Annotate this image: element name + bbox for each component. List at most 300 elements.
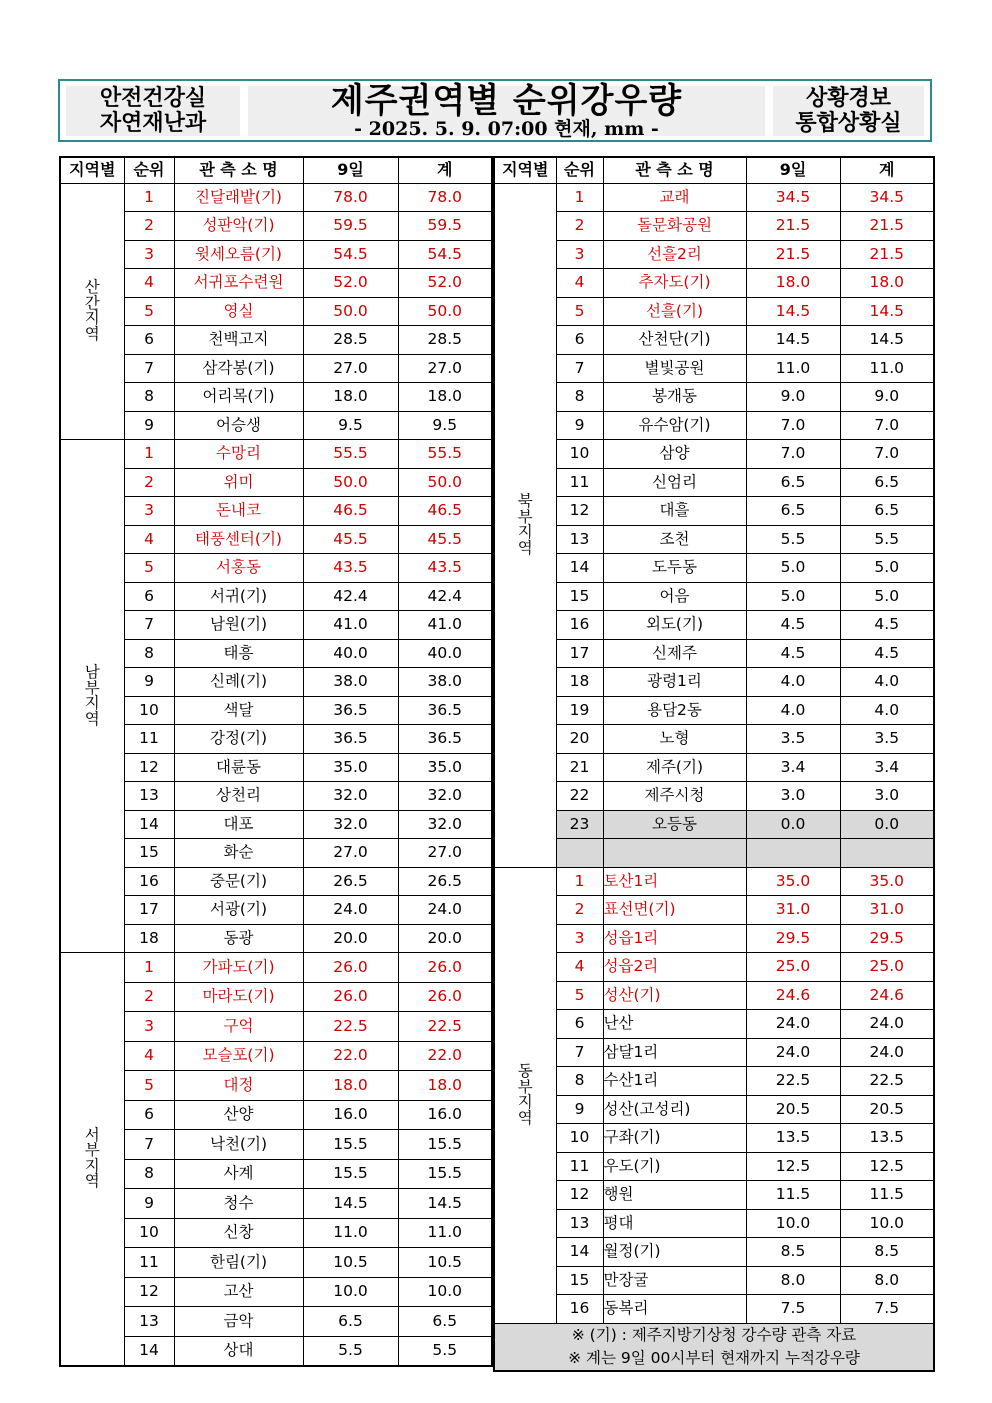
station-name-cell: 낙천(기) — [174, 1130, 303, 1160]
day-rainfall-cell: 55.5 — [303, 440, 398, 469]
total-rainfall-cell: 54.5 — [398, 240, 492, 269]
day-rainfall-cell: 6.5 — [746, 497, 840, 526]
station-name-cell: 대정 — [174, 1071, 303, 1101]
rank-cell: 3 — [556, 924, 603, 953]
station-name-cell: 한림(기) — [174, 1248, 303, 1278]
day-rainfall-cell: 6.5 — [746, 468, 840, 497]
table-row — [60, 668, 492, 697]
department-line-2: 자연재난과 — [99, 111, 207, 136]
station-name-cell: 삼각봉(기) — [174, 354, 303, 383]
station-name-cell — [603, 839, 746, 868]
day-rainfall-cell: 32.0 — [303, 782, 398, 811]
rank-cell: 7 — [556, 354, 603, 383]
column-header: 9일 — [746, 157, 840, 183]
station-name-cell: 수산1리 — [603, 1067, 746, 1096]
station-name-cell: 청수 — [174, 1189, 303, 1219]
rank-cell: 2 — [124, 212, 174, 241]
table-row — [60, 1218, 492, 1248]
rank-cell: 8 — [556, 1067, 603, 1096]
table-header-row — [60, 157, 492, 183]
day-rainfall-cell: 50.0 — [303, 297, 398, 326]
total-rainfall-cell: 15.5 — [398, 1159, 492, 1189]
rank-cell: 16 — [556, 611, 603, 640]
station-name-cell: 산천단(기) — [603, 326, 746, 355]
region-label — [60, 440, 124, 953]
total-rainfall-cell: 5.0 — [840, 554, 934, 583]
rank-cell: 15 — [556, 582, 603, 611]
day-rainfall-cell: 5.5 — [303, 1336, 398, 1366]
total-rainfall-cell: 6.5 — [840, 468, 934, 497]
region-char: 부 — [84, 1141, 100, 1160]
day-rainfall-cell: 3.4 — [746, 753, 840, 782]
station-name-cell: 고산 — [174, 1277, 303, 1307]
station-name-cell: 월정(기) — [603, 1238, 746, 1267]
region-char: 지 — [84, 694, 100, 712]
total-rainfall-cell: 14.5 — [840, 297, 934, 326]
table-row — [60, 696, 492, 725]
total-rainfall-cell: 4.5 — [840, 639, 934, 668]
rank-cell: 1 — [124, 953, 174, 983]
table-row — [60, 639, 492, 668]
station-name-cell: 성산(고성리) — [603, 1095, 746, 1124]
total-rainfall-cell: 7.5 — [840, 1295, 934, 1324]
station-name-cell: 표선면(기) — [603, 896, 746, 925]
table-row — [60, 297, 492, 326]
region-char: 간 — [84, 293, 100, 312]
rank-cell: 5 — [124, 1071, 174, 1101]
rank-cell: 4 — [124, 1041, 174, 1071]
table-row — [494, 981, 934, 1010]
table-row — [494, 896, 934, 925]
day-rainfall-cell: 38.0 — [303, 668, 398, 697]
station-name-cell: 중문(기) — [174, 867, 303, 896]
table-row — [494, 183, 934, 212]
station-name-cell: 화순 — [174, 839, 303, 868]
table-row — [60, 867, 492, 896]
table-row — [494, 497, 934, 526]
station-name-cell: 신제주 — [603, 639, 746, 668]
office-box — [773, 86, 924, 136]
station-name-cell: 돌문화공원 — [603, 212, 746, 241]
station-name-cell: 영실 — [174, 297, 303, 326]
station-name-cell: 별빛공원 — [603, 354, 746, 383]
total-rainfall-cell: 24.0 — [398, 896, 492, 925]
station-name-cell: 토산1리 — [603, 867, 746, 896]
rank-cell: 7 — [124, 1130, 174, 1160]
table-row — [494, 1095, 934, 1124]
rank-cell — [556, 839, 603, 868]
rank-cell: 9 — [556, 1095, 603, 1124]
rank-cell: 6 — [556, 326, 603, 355]
total-rainfall-cell: 35.0 — [840, 867, 934, 896]
rank-cell: 20 — [556, 725, 603, 754]
total-rainfall-cell: 40.0 — [398, 639, 492, 668]
station-name-cell: 위미 — [174, 468, 303, 497]
total-rainfall-cell: 43.5 — [398, 554, 492, 583]
table-row — [494, 354, 934, 383]
rank-cell: 19 — [556, 696, 603, 725]
day-rainfall-cell: 15.5 — [303, 1130, 398, 1160]
day-rainfall-cell: 52.0 — [303, 269, 398, 298]
table-header-row — [494, 157, 934, 183]
footnote: ※ (기) : 제주지방기상청 강수량 관측 자료 — [494, 1323, 934, 1347]
table-row — [60, 896, 492, 925]
table-row — [494, 383, 934, 412]
day-rainfall-cell: 28.5 — [303, 326, 398, 355]
day-rainfall-cell: 26.0 — [303, 953, 398, 983]
total-rainfall-cell: 20.5 — [840, 1095, 934, 1124]
day-rainfall-cell: 13.5 — [746, 1124, 840, 1153]
table-row — [494, 554, 934, 583]
table-row — [60, 183, 492, 212]
total-rainfall-cell: 13.5 — [840, 1124, 934, 1153]
day-rainfall-cell: 7.0 — [746, 440, 840, 469]
day-rainfall-cell: 43.5 — [303, 554, 398, 583]
rank-cell: 6 — [124, 326, 174, 355]
station-name-cell: 서귀포수련원 — [174, 269, 303, 298]
table-row — [494, 1038, 934, 1067]
region-char: 지 — [84, 1156, 100, 1175]
total-rainfall-cell: 59.5 — [398, 212, 492, 241]
station-name-cell: 추자도(기) — [603, 269, 746, 298]
day-rainfall-cell: 5.5 — [746, 525, 840, 554]
table-row — [494, 639, 934, 668]
day-rainfall-cell: 20.5 — [746, 1095, 840, 1124]
day-rainfall-cell: 11.0 — [303, 1218, 398, 1248]
table-row — [494, 753, 934, 782]
right-table-body — [494, 157, 934, 1371]
station-name-cell: 대흘 — [603, 497, 746, 526]
total-rainfall-cell — [840, 839, 934, 868]
rank-cell: 14 — [124, 1336, 174, 1366]
region-char: 동 — [517, 1062, 533, 1080]
total-rainfall-cell: 5.5 — [840, 525, 934, 554]
table-row — [60, 1071, 492, 1101]
day-rainfall-cell: 15.5 — [303, 1159, 398, 1189]
day-rainfall-cell: 24.0 — [303, 896, 398, 925]
day-rainfall-cell: 45.5 — [303, 525, 398, 554]
day-rainfall-cell: 27.0 — [303, 354, 398, 383]
day-rainfall-cell: 36.5 — [303, 696, 398, 725]
total-rainfall-cell: 27.0 — [398, 839, 492, 868]
station-name-cell: 서귀(기) — [174, 582, 303, 611]
office-line-1: 상황경보 — [805, 86, 891, 111]
total-rainfall-cell: 24.0 — [840, 1038, 934, 1067]
table-row — [494, 269, 934, 298]
station-name-cell: 만장굴 — [603, 1266, 746, 1295]
total-rainfall-cell: 0.0 — [840, 810, 934, 839]
total-rainfall-cell: 42.4 — [398, 582, 492, 611]
station-name-cell: 서홍동 — [174, 554, 303, 583]
column-header: 관 측 소 명 — [603, 157, 746, 183]
rank-cell: 2 — [556, 896, 603, 925]
day-rainfall-cell: 10.5 — [303, 1248, 398, 1278]
rank-cell: 5 — [124, 297, 174, 326]
table-row — [60, 1277, 492, 1307]
day-rainfall-cell: 22.0 — [303, 1041, 398, 1071]
column-header: 계 — [840, 157, 934, 183]
station-name-cell: 태풍센터(기) — [174, 525, 303, 554]
station-name-cell: 색달 — [174, 696, 303, 725]
rank-cell: 1 — [124, 183, 174, 212]
table-row — [60, 753, 492, 782]
rank-cell: 7 — [556, 1038, 603, 1067]
region-char: 산 — [84, 278, 100, 297]
rank-cell: 10 — [556, 1124, 603, 1153]
rank-cell: 10 — [556, 440, 603, 469]
rank-cell: 16 — [124, 867, 174, 896]
note-row — [494, 1323, 934, 1347]
rank-cell: 6 — [124, 1100, 174, 1130]
total-rainfall-cell: 29.5 — [840, 924, 934, 953]
day-rainfall-cell: 34.5 — [746, 183, 840, 212]
total-rainfall-cell: 35.0 — [398, 753, 492, 782]
rank-cell: 11 — [556, 1152, 603, 1181]
table-row — [60, 782, 492, 811]
rank-cell: 7 — [124, 611, 174, 640]
total-rainfall-cell: 16.0 — [398, 1100, 492, 1130]
day-rainfall-cell: 3.0 — [746, 782, 840, 811]
department-box — [66, 86, 240, 136]
day-rainfall-cell: 24.0 — [746, 1010, 840, 1039]
table-row — [494, 1124, 934, 1153]
day-rainfall-cell: 9.0 — [746, 383, 840, 412]
total-rainfall-cell: 32.0 — [398, 782, 492, 811]
table-row — [60, 1012, 492, 1042]
day-rainfall-cell: 14.5 — [746, 326, 840, 355]
station-name-cell: 도두동 — [603, 554, 746, 583]
day-rainfall-cell: 25.0 — [746, 953, 840, 982]
station-name-cell: 용담2동 — [603, 696, 746, 725]
rank-cell: 12 — [556, 1181, 603, 1210]
total-rainfall-cell: 25.0 — [840, 953, 934, 982]
day-rainfall-cell: 27.0 — [303, 839, 398, 868]
region-char: 지 — [84, 309, 100, 328]
table-row — [494, 1010, 934, 1039]
column-header: 지역별 — [60, 157, 124, 183]
region-char: 역 — [84, 709, 100, 728]
day-rainfall-cell: 46.5 — [303, 497, 398, 526]
table-row — [494, 468, 934, 497]
rank-cell: 2 — [124, 982, 174, 1012]
total-rainfall-cell: 21.5 — [840, 240, 934, 269]
rank-cell: 1 — [124, 440, 174, 469]
table-row — [60, 582, 492, 611]
total-rainfall-cell: 3.0 — [840, 782, 934, 811]
day-rainfall-cell: 7.5 — [746, 1295, 840, 1324]
total-rainfall-cell: 5.5 — [398, 1336, 492, 1366]
station-name-cell: 모슬포(기) — [174, 1041, 303, 1071]
table-row — [494, 411, 934, 440]
rank-cell: 3 — [556, 240, 603, 269]
total-rainfall-cell: 8.5 — [840, 1238, 934, 1267]
station-name-cell: 강정(기) — [174, 725, 303, 754]
table-row — [494, 212, 934, 241]
table-row — [60, 468, 492, 497]
table-row — [60, 383, 492, 412]
page-title: 제주권역별 순위강우량 — [330, 81, 683, 121]
rank-cell: 9 — [124, 411, 174, 440]
station-name-cell: 제주(기) — [603, 753, 746, 782]
table-row — [494, 297, 934, 326]
total-rainfall-cell: 22.5 — [398, 1012, 492, 1042]
total-rainfall-cell: 34.5 — [840, 183, 934, 212]
total-rainfall-cell: 11.0 — [398, 1218, 492, 1248]
day-rainfall-cell: 18.0 — [303, 383, 398, 412]
region-char: 지 — [517, 523, 533, 541]
table-row — [60, 611, 492, 640]
table-row — [60, 982, 492, 1012]
station-name-cell: 남원(기) — [174, 611, 303, 640]
rank-cell: 4 — [124, 525, 174, 554]
day-rainfall-cell: 26.0 — [303, 982, 398, 1012]
rank-cell: 8 — [556, 383, 603, 412]
table-row — [60, 497, 492, 526]
total-rainfall-cell: 18.0 — [398, 383, 492, 412]
rank-cell: 12 — [124, 753, 174, 782]
total-rainfall-cell: 18.0 — [398, 1071, 492, 1101]
day-rainfall-cell: 32.0 — [303, 810, 398, 839]
region-char: 북 — [517, 492, 533, 510]
station-name-cell: 서광(기) — [174, 896, 303, 925]
day-rainfall-cell: 35.0 — [303, 753, 398, 782]
total-rainfall-cell: 11.0 — [840, 354, 934, 383]
total-rainfall-cell: 12.5 — [840, 1152, 934, 1181]
day-rainfall-cell: 12.5 — [746, 1152, 840, 1181]
day-rainfall-cell: 22.5 — [303, 1012, 398, 1042]
day-rainfall-cell: 0.0 — [746, 810, 840, 839]
total-rainfall-cell: 3.5 — [840, 725, 934, 754]
rank-cell: 8 — [124, 639, 174, 668]
table-row — [494, 867, 934, 896]
total-rainfall-cell: 4.0 — [840, 668, 934, 697]
total-rainfall-cell: 28.5 — [398, 326, 492, 355]
day-rainfall-cell: 4.0 — [746, 696, 840, 725]
day-rainfall-cell: 9.5 — [303, 411, 398, 440]
total-rainfall-cell: 9.5 — [398, 411, 492, 440]
total-rainfall-cell: 4.5 — [840, 611, 934, 640]
rank-cell: 2 — [556, 212, 603, 241]
total-rainfall-cell: 22.5 — [840, 1067, 934, 1096]
rank-cell: 21 — [556, 753, 603, 782]
day-rainfall-cell: 26.5 — [303, 867, 398, 896]
total-rainfall-cell: 8.0 — [840, 1266, 934, 1295]
day-rainfall-cell: 35.0 — [746, 867, 840, 896]
day-rainfall-cell: 6.5 — [303, 1307, 398, 1337]
rank-cell: 12 — [556, 497, 603, 526]
rank-cell: 23 — [556, 810, 603, 839]
table-row — [60, 411, 492, 440]
right-rainfall-table — [493, 156, 935, 1372]
rank-cell: 8 — [124, 1159, 174, 1189]
station-name-cell: 삼달1리 — [603, 1038, 746, 1067]
total-rainfall-cell: 26.0 — [398, 982, 492, 1012]
rank-cell: 5 — [124, 554, 174, 583]
table-row — [494, 696, 934, 725]
table-row — [60, 1100, 492, 1130]
station-name-cell: 우도(기) — [603, 1152, 746, 1181]
rank-cell: 7 — [124, 354, 174, 383]
rank-cell: 6 — [556, 1010, 603, 1039]
day-rainfall-cell: 5.0 — [746, 582, 840, 611]
column-header: 계 — [398, 157, 492, 183]
rank-cell: 10 — [124, 696, 174, 725]
total-rainfall-cell: 10.0 — [398, 1277, 492, 1307]
total-rainfall-cell: 11.5 — [840, 1181, 934, 1210]
column-header: 순위 — [556, 157, 603, 183]
report-header — [58, 79, 932, 142]
day-rainfall-cell: 18.0 — [746, 269, 840, 298]
rank-cell: 22 — [556, 782, 603, 811]
table-row — [494, 440, 934, 469]
rank-cell: 3 — [124, 497, 174, 526]
station-name-cell: 삼양 — [603, 440, 746, 469]
table-row — [60, 1307, 492, 1337]
station-name-cell: 선흘(기) — [603, 297, 746, 326]
day-rainfall-cell: 24.6 — [746, 981, 840, 1010]
station-name-cell: 행원 — [603, 1181, 746, 1210]
table-row — [494, 326, 934, 355]
page-subtitle: - 2025. 5. 9. 07:00 현재, mm - — [354, 118, 659, 140]
table-row — [60, 1041, 492, 1071]
day-rainfall-cell: 4.0 — [746, 668, 840, 697]
rank-cell: 1 — [556, 183, 603, 212]
station-name-cell: 태흥 — [174, 639, 303, 668]
region-char: 부 — [84, 678, 100, 697]
column-header: 9일 — [303, 157, 398, 183]
table-row — [494, 240, 934, 269]
rank-cell: 9 — [124, 668, 174, 697]
total-rainfall-cell: 10.0 — [840, 1209, 934, 1238]
table-row — [494, 668, 934, 697]
table-row — [494, 1295, 934, 1324]
region-char: 역 — [84, 324, 100, 343]
day-rainfall-cell: 7.0 — [746, 411, 840, 440]
table-row — [494, 725, 934, 754]
day-rainfall-cell: 10.0 — [746, 1209, 840, 1238]
total-rainfall-cell: 36.5 — [398, 725, 492, 754]
table-row — [60, 440, 492, 469]
station-name-cell: 동복리 — [603, 1295, 746, 1324]
day-rainfall-cell: 21.5 — [746, 240, 840, 269]
station-name-cell: 선흘2리 — [603, 240, 746, 269]
rank-cell: 2 — [124, 468, 174, 497]
total-rainfall-cell: 18.0 — [840, 269, 934, 298]
rank-cell: 12 — [124, 1277, 174, 1307]
rank-cell: 5 — [556, 297, 603, 326]
rank-cell: 15 — [556, 1266, 603, 1295]
rank-cell: 8 — [124, 383, 174, 412]
station-name-cell: 산양 — [174, 1100, 303, 1130]
day-rainfall-cell: 8.0 — [746, 1266, 840, 1295]
day-rainfall-cell: 10.0 — [303, 1277, 398, 1307]
table-row — [60, 525, 492, 554]
title-box — [248, 81, 765, 140]
department-line-1: 안전건강실 — [99, 86, 207, 111]
table-row — [494, 1152, 934, 1181]
total-rainfall-cell: 78.0 — [398, 183, 492, 212]
day-rainfall-cell: 8.5 — [746, 1238, 840, 1267]
station-name-cell: 신엄리 — [603, 468, 746, 497]
region-char: 남 — [84, 663, 100, 681]
total-rainfall-cell: 21.5 — [840, 212, 934, 241]
total-rainfall-cell: 14.5 — [840, 326, 934, 355]
day-rainfall-cell: 78.0 — [303, 183, 398, 212]
rank-cell: 14 — [556, 554, 603, 583]
station-name-cell: 마라도(기) — [174, 982, 303, 1012]
total-rainfall-cell: 26.0 — [398, 953, 492, 983]
rank-cell: 1 — [556, 867, 603, 896]
